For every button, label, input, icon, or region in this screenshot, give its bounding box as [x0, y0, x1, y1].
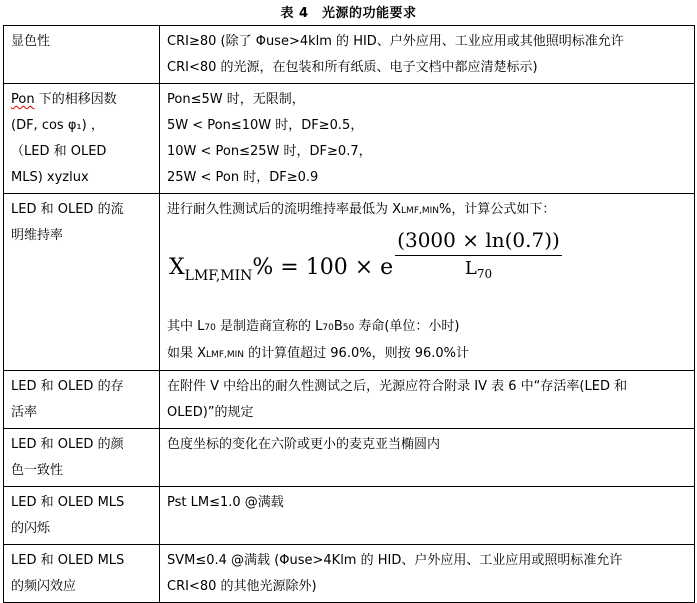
intro-text: %，计算公式如下：	[439, 202, 556, 217]
row-content-displacement-factor	[160, 84, 695, 194]
content-line: CRI<80 的其他光源除外)	[167, 579, 317, 594]
table-row	[4, 194, 695, 371]
content-line: 10W < Pon≤25W 时，DF≥0.7，	[167, 144, 372, 159]
row-content-lumen-maintenance	[160, 194, 695, 371]
content-line: CRI≥80 (除了 Φuse>4klm 的 HID、户外应用、工业应用或其他照明标准允许	[167, 34, 624, 49]
row-label-lumen-maintenance	[4, 194, 160, 371]
lumen-formula	[169, 224, 688, 314]
content-line: 25W < Pon 时，DF≥0.9	[167, 170, 319, 185]
label-line: 的频闪效应	[11, 579, 77, 594]
table-row	[4, 429, 695, 487]
label-line: 明维持率	[11, 228, 64, 243]
label-line	[11, 87, 153, 113]
content-line: 5W < Pon≤10W 时，DF≥0.5，	[167, 118, 364, 133]
row-content-colour-consistency	[160, 429, 695, 487]
label-line: 活率	[11, 405, 38, 420]
row-content-flicker	[160, 487, 695, 545]
content-line: 如果 XLMF,MIN 的计算值超过 96.0%，则按 96.0%计	[167, 346, 470, 361]
intro-text: 进行耐久性测试后的流明维持率最低为 X	[167, 202, 402, 217]
label-line: LED 和 OLED MLS	[11, 553, 125, 568]
formula-numerator: (3000 × ln(0.7))	[395, 227, 562, 256]
label-line: 的闪烁	[11, 521, 51, 536]
row-content-cri	[160, 26, 695, 84]
content-line: CRI<80 的光源，在包装和所有纸质、电子文档中都应清楚标示)	[167, 60, 538, 75]
label-line: (DF, cos φ₁) ，	[11, 118, 104, 133]
label-line: LED 和 OLED 的颜	[11, 437, 124, 452]
table-row	[4, 84, 695, 194]
formula-denominator: $L_{70}$	[464, 258, 493, 281]
formula-subscript: LMF,MIN	[184, 268, 253, 284]
requirements-table	[3, 25, 695, 603]
row-label-colour-consistency	[4, 429, 160, 487]
formula-symbol: X	[169, 255, 185, 280]
row-label-flicker	[4, 487, 160, 545]
row-content-stroboscopic	[160, 545, 695, 603]
content-line: 在附件 V 中给出的耐久性测试之后，光源应符合附录 IV 表 6 中“存活率(LED 和	[167, 379, 628, 394]
row-label-displacement-factor	[4, 84, 160, 194]
formula-lhs	[169, 255, 393, 283]
table-row	[4, 545, 695, 603]
content-line: Pon≤5W 时，无限制，	[167, 92, 305, 107]
content-line: 其中 L70 是制造商宣称的 L70B50 寿命(单位：小时)	[167, 319, 460, 334]
row-label-cri	[4, 26, 160, 84]
label-line: （LED 和 OLED	[11, 144, 107, 159]
table-row	[4, 487, 695, 545]
table-caption: 表 4 光源的功能要求	[280, 6, 417, 21]
row-label-stroboscopic	[4, 545, 160, 603]
row-content-survival-factor	[160, 371, 695, 429]
row-label-survival-factor	[4, 371, 160, 429]
formula-text: % = 100 × e	[252, 255, 394, 280]
subscript: LMF,MIN	[401, 206, 440, 216]
label-line: LED 和 OLED 的存	[11, 379, 124, 394]
label-line: 显色性	[11, 34, 51, 49]
label-line: 色一致性	[11, 463, 64, 478]
content-line	[167, 197, 688, 224]
label-line: LED 和 OLED MLS	[11, 495, 125, 510]
content-line: Pst LM≤1.0 @满载	[167, 495, 284, 510]
spellcheck-word: Pon	[11, 92, 35, 107]
table-row	[4, 371, 695, 429]
table-row	[4, 26, 695, 84]
label-text: 下的相移因数	[34, 92, 117, 107]
content-line: SVM≤0.4 @满载 (Φuse>4Klm 的 HID、户外应用、工业应用或照明标准允许	[167, 553, 623, 568]
label-line: LED 和 OLED 的流	[11, 202, 124, 217]
content-line: OLED)”的规定	[167, 405, 254, 420]
label-line: MLS) xyzlux	[11, 170, 89, 185]
formula-fraction	[395, 227, 562, 283]
content-line: 色度坐标的变化在六阶或更小的麦克亚当椭圆内	[167, 437, 441, 452]
